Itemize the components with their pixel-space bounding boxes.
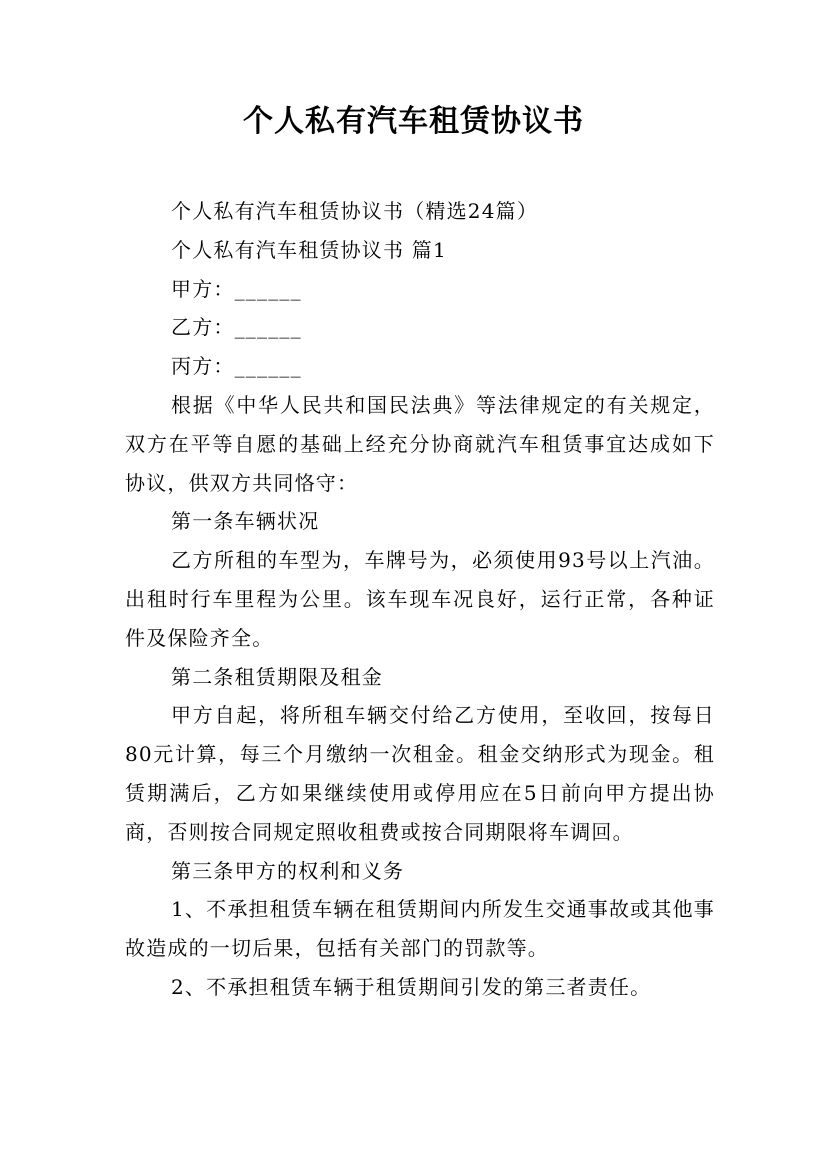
paragraph-article-1-body: 乙方所租的车型为，车牌号为，必须使用93号以上汽油。出租时行车里程为公里。该车现车况良好，运行正常，各种证件及保险齐全。 — [125, 548, 715, 650]
paragraph-section-heading: 个人私有汽车租赁协议书 篇1 — [171, 237, 447, 262]
paragraph-article-2-heading: 第二条租赁期限及租金 — [171, 664, 383, 689]
document-title: 个人私有汽车租赁协议书 — [243, 104, 584, 139]
paragraph-subtitle: 个人私有汽车租赁协议书（精选24篇） — [171, 199, 539, 223]
paragraph-party-c: 丙方：______ — [171, 354, 302, 379]
paragraph-preamble: 根据《中华人民共和国民法典》等法律规定的有关规定，双方在平等自愿的基础上经充分协商就汽车租赁事宜达成如下协议，供双方共同恪守： — [125, 392, 715, 495]
paragraph-party-b: 乙方：______ — [171, 315, 302, 340]
paragraph-article-1-heading: 第一条车辆状况 — [171, 509, 320, 534]
paragraph-article-3-item-1: 1、不承担租赁车辆在租赁期间内所发生交通事故或其他事故造成的一切后果，包括有关部门的罚款等。 — [125, 897, 715, 961]
paragraph-article-3-heading: 第三条甲方的权利和义务 — [171, 858, 405, 883]
document-body — [125, 192, 715, 1007]
paragraph-party-a: 甲方：______ — [171, 276, 302, 301]
paragraph-article-2-body: 甲方自起，将所租车辆交付给乙方使用，至收回，按每日80元计算，每三个月缴纳一次租金。租金交纳形式为现金。租赁期满后，乙方如果继续使用或停用应在5日前向甲方提出协商，否则按合同规定照收租费或按合同期限将车调回。 — [125, 703, 715, 844]
paragraph-article-3-item-2: 2、不承担租赁车辆于租赁期间引发的第三者责任。 — [171, 974, 652, 999]
